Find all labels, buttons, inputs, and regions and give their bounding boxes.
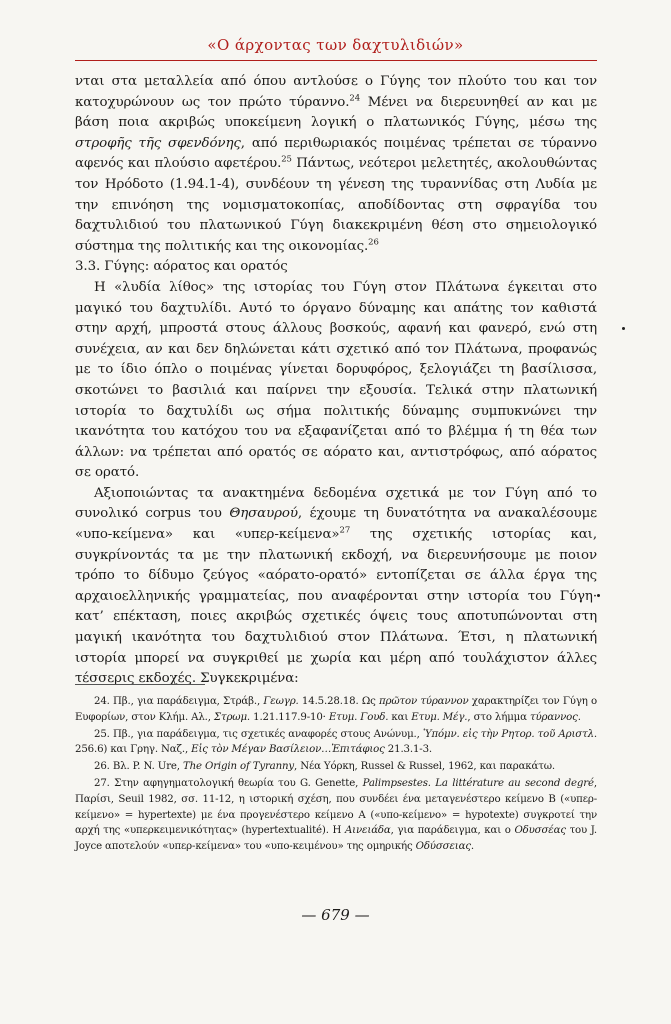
running-head: «Ο άρχοντας των δαχτυλιδιών» xyxy=(207,36,464,54)
ink-dot xyxy=(597,594,600,597)
footnote-27: 27. Στην αφηγηματολογική θεωρία του G. Genette, Palimpsestes. La littérature au second degré, Παρίσι, Seuil 1982, σσ. 11-12, η ιστορική σχέση, που συνδέει ένα μεταγενέστερο κείμενο Β («υπερ-κείμενο» = hypertexte) με ένα προγενέστερο κείμενο Α («υπο-κείμενο» = hypotexte) συγκροτεί την αρχή της «υπερκειμενικότητας» (hypertextualité). Η Αινειάδα, για παράδειγμα, και ο Οδυσσέας του J. Joyce αποτελούν «υπερ-κείμενα» του «υπο-κειμένου» της ομηρικής Οδύσσειας. xyxy=(75,777,597,853)
ink-dot xyxy=(622,327,625,330)
page-number: — 679 — xyxy=(301,906,370,924)
footnote-25: 25. Πβ., για παράδειγμα, τις σχετικές αναφορές στους Ανώνυμ., Ὑπόμν. εἰς τὴν Ρητορ. τοῦ Αριστλ. 256.6) και Γρηγ. Ναζ., Εἰς τὸν Μέγαν Βασίλειον…Ἐπιτάφιος 21.3.1-3. xyxy=(75,728,597,756)
footnote-rule xyxy=(75,684,205,685)
footnote-26: 26. Βλ. P. N. Ure, The Origin of Tyranny, Νέα Υόρκη, Russel & Russel, 1962, και παρακάτω. xyxy=(94,761,555,773)
paragraph: νται στα μεταλλεία από όπου αντλούσε ο Γύγης τον πλούτο του και τον κατοχυρώνουν ως τον πρώτο τύραννο.$^{24}$ Μένει να διερευνηθεί αν και με βάση ποια ακριβώς υποκείμενη λογική ο πλατωνικός Γύγης, μέσω της στροφῆς τῆς σφενδόνης, από περιθωριακός ποιμένας τρέπεται σε τύραννο αφενός και πλούσιο αφετέρου.$^{25}$ Πάντως, νεότεροι μελετητές, ακολουθώντας τον Ηρόδοτο (1.94.1-4), συνδέουν τη γένεση της τυραννίδας στη Λυδία με την επινόηση της νομισματοκοπίας, αποδίδοντας στη σφραγίδα του δαχτυλιδιού του πλατωνικού Γύγη διακεκριμένη θέση στο σημειολογικό σύστημα της πολιτικής και της οικονομίας.$^{26}$ xyxy=(75,74,597,254)
footnote-ref[interactable]: 24 xyxy=(349,93,361,104)
footnote-ref[interactable]: 26 xyxy=(368,237,379,248)
footnote-ref[interactable]: 25 xyxy=(281,154,292,165)
footnote-24: 24. Πβ., για παράδειγμα, Στράβ., Γεωγρ. 14.5.28.18. Ως πρῶτον τύραννον χαρακτηρίζει τον Γύγη ο Ευφορίων, στον Κλήμ. Αλ., Στρωμ. 1.21.117.9-10· Ετυμ. Γουδ. και Ετυμ. Μέγ., στο λήμμα τύραννος. xyxy=(75,696,597,723)
paragraph: Αξιοποιώντας τα ανακτημένα δεδομένα σχετικά με τον Γύγη από το συνολικό corpus του Θησαυρού, έχουμε τη δυνατότητα να ανακαλέσουμε «υπο-κείμενα» και «υπερ-κείμενα»$^{27}$ της σχετικής ιστορίας και, συγκρίνοντάς τα με την πλατωνική εκδοχή, να διερευνήσουμε με ποιον τρόπο το δίδυμο ζεύγος «αόρατο-ορατό» εντοπίζεται σε άλλα έργα της αρχαιοελληνικής γραμματείας, που αναφέρονται στην ιστορία του Γύγη· κατ’ επέκταση, ποιες ακριβώς σχετικές όψεις τους αποτυπώνονται στη μαγική ικανότητα του δαχτυλιδιού στον Πλάτωνα. Έτσι, η πλατωνική ιστορία μπορεί να συγκριθεί με χωρία και μέρη από τουλάχιστον άλλες τέσσερις εκδοχές. Συγκεκριμένα: xyxy=(75,485,598,687)
footnote-ref[interactable]: 27 xyxy=(339,525,351,536)
header-rule xyxy=(75,60,597,61)
paragraph: Η «λυδία λίθος» της ιστορίας του Γύγη στον Πλάτωνα έγκειται στο μαγικό του δαχτυλίδι. Αυτό το όργανο δύναμης και απάτης τον καθιστά στην αρχή, μπροστά στους άλλους βοσκούς, αφανή και φανερό, ενώ στη συνέχεια, αν και δεν δηλώνεται κάτι σχετικό από τον Πλάτωνα, προφανώς με το ίδιο όπλο ο ποιμένας γίνεται δορυφόρος, ξελογιάζει τη βασίλισσα, σκοτώνει το βασιλιά και παίρνει την εξουσία. Τελικά στην πλατωνική ιστορία το δαχτυλίδι ως σήμα πολιτικής δύναμης συμπυκνώνει την ικανότητα του κατόχου του να εξαφανίζεται από το βλέμμα ή τη θέα των άλλων: να τρέπεται από ορατός σε αόρατο και, αντιστρόφως, από αόρατος σε ορατό. xyxy=(75,279,597,481)
footnotes xyxy=(75,694,597,856)
main-text xyxy=(75,72,597,690)
section-heading: 3.3. Γύγης: αόρατος και ορατός xyxy=(75,259,288,275)
